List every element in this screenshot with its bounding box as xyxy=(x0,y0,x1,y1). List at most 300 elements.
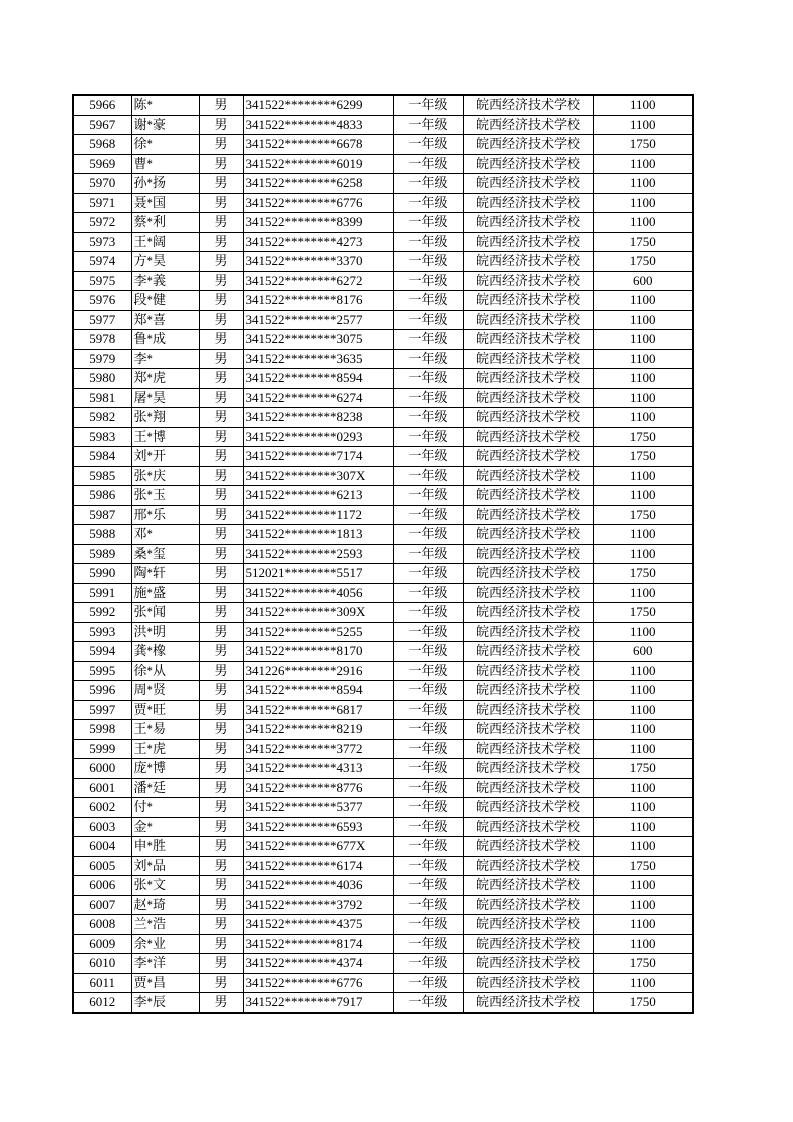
cell-grade: 一年级 xyxy=(393,174,463,194)
cell-grade: 一年级 xyxy=(393,700,463,720)
cell-name: 刘*品 xyxy=(131,856,199,876)
table-row xyxy=(73,525,693,545)
cell-gender: 男 xyxy=(199,856,243,876)
cell-seq: 6006 xyxy=(73,876,131,896)
cell-school: 皖西经济技术学校 xyxy=(463,720,593,740)
cell-id_masked: 341522********677X xyxy=(243,837,393,857)
cell-id_masked: 341522********8399 xyxy=(243,213,393,233)
cell-name: 聂*国 xyxy=(131,193,199,213)
cell-name: 庞*博 xyxy=(131,759,199,779)
cell-school: 皖西经济技术学校 xyxy=(463,154,593,174)
cell-amount: 1750 xyxy=(593,564,693,584)
cell-school: 皖西经济技术学校 xyxy=(463,778,593,798)
cell-seq: 5995 xyxy=(73,661,131,681)
cell-seq: 5980 xyxy=(73,369,131,389)
cell-grade: 一年级 xyxy=(393,505,463,525)
cell-gender: 男 xyxy=(199,252,243,272)
cell-gender: 男 xyxy=(199,427,243,447)
cell-amount: 600 xyxy=(593,642,693,662)
cell-amount: 1100 xyxy=(593,408,693,428)
table-row xyxy=(73,213,693,233)
cell-name: 兰*浩 xyxy=(131,915,199,935)
cell-gender: 男 xyxy=(199,759,243,779)
cell-gender: 男 xyxy=(199,525,243,545)
cell-school: 皖西经济技术学校 xyxy=(463,310,593,330)
cell-id_masked: 341522********0293 xyxy=(243,427,393,447)
cell-seq: 5976 xyxy=(73,291,131,311)
cell-amount: 1100 xyxy=(593,525,693,545)
table-row xyxy=(73,505,693,525)
cell-grade: 一年级 xyxy=(393,681,463,701)
cell-name: 桑*玺 xyxy=(131,544,199,564)
cell-seq: 5973 xyxy=(73,232,131,252)
cell-grade: 一年级 xyxy=(393,661,463,681)
cell-school: 皖西经济技术学校 xyxy=(463,388,593,408)
cell-school: 皖西经济技术学校 xyxy=(463,622,593,642)
cell-name: 李*辰 xyxy=(131,993,199,1013)
cell-id_masked: 341522********8170 xyxy=(243,642,393,662)
cell-grade: 一年级 xyxy=(393,310,463,330)
cell-seq: 5968 xyxy=(73,135,131,155)
cell-grade: 一年级 xyxy=(393,973,463,993)
cell-id_masked: 341522********1172 xyxy=(243,505,393,525)
cell-grade: 一年级 xyxy=(393,603,463,623)
table-row xyxy=(73,154,693,174)
cell-name: 郑*虎 xyxy=(131,369,199,389)
cell-school: 皖西经济技术学校 xyxy=(463,291,593,311)
cell-id_masked: 341522********5255 xyxy=(243,622,393,642)
cell-id_masked: 341522********3772 xyxy=(243,739,393,759)
table-row xyxy=(73,583,693,603)
cell-id_masked: 341522********1813 xyxy=(243,525,393,545)
cell-seq: 5999 xyxy=(73,739,131,759)
cell-name: 张*玉 xyxy=(131,486,199,506)
cell-amount: 1100 xyxy=(593,661,693,681)
table-row xyxy=(73,876,693,896)
cell-id_masked: 512021********5517 xyxy=(243,564,393,584)
cell-id_masked: 341522********4273 xyxy=(243,232,393,252)
cell-seq: 6012 xyxy=(73,993,131,1013)
cell-seq: 5971 xyxy=(73,193,131,213)
table-row xyxy=(73,798,693,818)
cell-gender: 男 xyxy=(199,330,243,350)
cell-grade: 一年级 xyxy=(393,876,463,896)
cell-id_masked: 341522********6213 xyxy=(243,486,393,506)
cell-name: 段*健 xyxy=(131,291,199,311)
cell-grade: 一年级 xyxy=(393,135,463,155)
cell-gender: 男 xyxy=(199,993,243,1013)
cell-school: 皖西经济技术学校 xyxy=(463,583,593,603)
cell-seq: 5994 xyxy=(73,642,131,662)
cell-seq: 6005 xyxy=(73,856,131,876)
cell-gender: 男 xyxy=(199,642,243,662)
cell-amount: 1750 xyxy=(593,505,693,525)
cell-grade: 一年级 xyxy=(393,759,463,779)
table-row xyxy=(73,330,693,350)
cell-seq: 5966 xyxy=(73,95,131,115)
table-row xyxy=(73,954,693,974)
cell-grade: 一年级 xyxy=(393,232,463,252)
cell-gender: 男 xyxy=(199,681,243,701)
cell-gender: 男 xyxy=(199,115,243,135)
cell-gender: 男 xyxy=(199,232,243,252)
cell-amount: 1750 xyxy=(593,232,693,252)
cell-grade: 一年级 xyxy=(393,271,463,291)
table-row xyxy=(73,915,693,935)
cell-grade: 一年级 xyxy=(393,486,463,506)
cell-grade: 一年级 xyxy=(393,408,463,428)
cell-amount: 1100 xyxy=(593,720,693,740)
cell-amount: 1750 xyxy=(593,252,693,272)
cell-gender: 男 xyxy=(199,213,243,233)
cell-name: 郑*喜 xyxy=(131,310,199,330)
cell-seq: 6009 xyxy=(73,934,131,954)
table-row xyxy=(73,622,693,642)
cell-amount: 1100 xyxy=(593,583,693,603)
cell-grade: 一年级 xyxy=(393,213,463,233)
cell-name: 鲁*成 xyxy=(131,330,199,350)
cell-seq: 5978 xyxy=(73,330,131,350)
table-row xyxy=(73,642,693,662)
cell-gender: 男 xyxy=(199,603,243,623)
cell-school: 皖西经济技术学校 xyxy=(463,681,593,701)
cell-seq: 6007 xyxy=(73,895,131,915)
cell-seq: 5977 xyxy=(73,310,131,330)
cell-name: 李*洋 xyxy=(131,954,199,974)
cell-school: 皖西经济技术学校 xyxy=(463,330,593,350)
table-row xyxy=(73,135,693,155)
table-row xyxy=(73,486,693,506)
cell-seq: 6000 xyxy=(73,759,131,779)
cell-name: 王*阔 xyxy=(131,232,199,252)
cell-gender: 男 xyxy=(199,817,243,837)
cell-id_masked: 341522********4375 xyxy=(243,915,393,935)
cell-amount: 1100 xyxy=(593,681,693,701)
cell-grade: 一年级 xyxy=(393,564,463,584)
cell-seq: 5992 xyxy=(73,603,131,623)
cell-amount: 1100 xyxy=(593,915,693,935)
cell-gender: 男 xyxy=(199,564,243,584)
cell-id_masked: 341522********6019 xyxy=(243,154,393,174)
cell-gender: 男 xyxy=(199,486,243,506)
table-row xyxy=(73,349,693,369)
cell-name: 龚*橡 xyxy=(131,642,199,662)
cell-name: 徐* xyxy=(131,135,199,155)
cell-grade: 一年级 xyxy=(393,447,463,467)
cell-name: 张*翔 xyxy=(131,408,199,428)
cell-school: 皖西经济技术学校 xyxy=(463,661,593,681)
cell-school: 皖西经济技术学校 xyxy=(463,603,593,623)
cell-gender: 男 xyxy=(199,700,243,720)
cell-id_masked: 341522********4374 xyxy=(243,954,393,974)
cell-school: 皖西经济技术学校 xyxy=(463,486,593,506)
cell-school: 皖西经济技术学校 xyxy=(463,349,593,369)
cell-gender: 男 xyxy=(199,720,243,740)
cell-school: 皖西经济技术学校 xyxy=(463,876,593,896)
table-row xyxy=(73,993,693,1013)
cell-id_masked: 341522********8594 xyxy=(243,369,393,389)
cell-school: 皖西经济技术学校 xyxy=(463,973,593,993)
cell-gender: 男 xyxy=(199,544,243,564)
cell-seq: 6003 xyxy=(73,817,131,837)
cell-gender: 男 xyxy=(199,135,243,155)
cell-gender: 男 xyxy=(199,174,243,194)
cell-grade: 一年级 xyxy=(393,837,463,857)
cell-school: 皖西经济技术学校 xyxy=(463,174,593,194)
cell-name: 洪*明 xyxy=(131,622,199,642)
cell-school: 皖西经济技术学校 xyxy=(463,252,593,272)
cell-gender: 男 xyxy=(199,778,243,798)
cell-amount: 1100 xyxy=(593,369,693,389)
cell-gender: 男 xyxy=(199,661,243,681)
cell-amount: 1100 xyxy=(593,349,693,369)
cell-grade: 一年级 xyxy=(393,778,463,798)
cell-gender: 男 xyxy=(199,388,243,408)
cell-grade: 一年级 xyxy=(393,388,463,408)
cell-amount: 1100 xyxy=(593,895,693,915)
cell-gender: 男 xyxy=(199,934,243,954)
cell-amount: 1750 xyxy=(593,993,693,1013)
cell-name: 陶*轩 xyxy=(131,564,199,584)
table-row xyxy=(73,564,693,584)
table-row xyxy=(73,759,693,779)
cell-amount: 1100 xyxy=(593,700,693,720)
table-row xyxy=(73,427,693,447)
cell-grade: 一年级 xyxy=(393,720,463,740)
cell-name: 张*文 xyxy=(131,876,199,896)
cell-name: 李*義 xyxy=(131,271,199,291)
cell-id_masked: 341522********4036 xyxy=(243,876,393,896)
cell-id_masked: 341522********6817 xyxy=(243,700,393,720)
cell-name: 王*虎 xyxy=(131,739,199,759)
cell-school: 皖西经济技术学校 xyxy=(463,544,593,564)
cell-name: 孙*扬 xyxy=(131,174,199,194)
cell-amount: 1750 xyxy=(593,759,693,779)
cell-id_masked: 341522********4833 xyxy=(243,115,393,135)
table-row xyxy=(73,408,693,428)
cell-seq: 5969 xyxy=(73,154,131,174)
cell-name: 王*易 xyxy=(131,720,199,740)
cell-amount: 1100 xyxy=(593,193,693,213)
cell-school: 皖西经济技术学校 xyxy=(463,993,593,1013)
cell-amount: 1100 xyxy=(593,213,693,233)
cell-id_masked: 341522********6299 xyxy=(243,95,393,115)
cell-id_masked: 341522********8776 xyxy=(243,778,393,798)
cell-grade: 一年级 xyxy=(393,642,463,662)
cell-amount: 1750 xyxy=(593,856,693,876)
cell-grade: 一年级 xyxy=(393,993,463,1013)
cell-grade: 一年级 xyxy=(393,115,463,135)
cell-amount: 1100 xyxy=(593,876,693,896)
table-row xyxy=(73,388,693,408)
cell-id_masked: 341522********8219 xyxy=(243,720,393,740)
cell-gender: 男 xyxy=(199,837,243,857)
cell-amount: 1100 xyxy=(593,798,693,818)
cell-id_masked: 341522********6274 xyxy=(243,388,393,408)
cell-school: 皖西经济技术学校 xyxy=(463,232,593,252)
cell-name: 屠*昊 xyxy=(131,388,199,408)
cell-amount: 1750 xyxy=(593,447,693,467)
cell-school: 皖西经济技术学校 xyxy=(463,271,593,291)
cell-id_masked: 341522********6593 xyxy=(243,817,393,837)
cell-grade: 一年级 xyxy=(393,95,463,115)
cell-grade: 一年级 xyxy=(393,525,463,545)
cell-school: 皖西经济技术学校 xyxy=(463,193,593,213)
cell-seq: 6010 xyxy=(73,954,131,974)
cell-seq: 5993 xyxy=(73,622,131,642)
cell-amount: 1100 xyxy=(593,174,693,194)
cell-name: 付* xyxy=(131,798,199,818)
table-row xyxy=(73,252,693,272)
cell-amount: 1100 xyxy=(593,934,693,954)
cell-grade: 一年级 xyxy=(393,466,463,486)
cell-name: 施*盛 xyxy=(131,583,199,603)
cell-amount: 1750 xyxy=(593,135,693,155)
cell-seq: 5979 xyxy=(73,349,131,369)
cell-school: 皖西经济技术学校 xyxy=(463,895,593,915)
cell-id_masked: 341522********2593 xyxy=(243,544,393,564)
table-row xyxy=(73,174,693,194)
table-row xyxy=(73,95,693,115)
cell-school: 皖西经济技术学校 xyxy=(463,447,593,467)
cell-seq: 5982 xyxy=(73,408,131,428)
table-row xyxy=(73,232,693,252)
cell-id_masked: 341522********7917 xyxy=(243,993,393,1013)
cell-grade: 一年级 xyxy=(393,798,463,818)
cell-name: 邢*乐 xyxy=(131,505,199,525)
cell-amount: 1100 xyxy=(593,330,693,350)
table-row xyxy=(73,291,693,311)
table-row xyxy=(73,895,693,915)
cell-id_masked: 341522********6272 xyxy=(243,271,393,291)
cell-id_masked: 341522********8176 xyxy=(243,291,393,311)
cell-id_masked: 341522********8174 xyxy=(243,934,393,954)
cell-school: 皖西经济技术学校 xyxy=(463,954,593,974)
cell-id_masked: 341522********6174 xyxy=(243,856,393,876)
cell-id_masked: 341522********3075 xyxy=(243,330,393,350)
table-row xyxy=(73,193,693,213)
cell-grade: 一年级 xyxy=(393,291,463,311)
cell-seq: 5996 xyxy=(73,681,131,701)
cell-seq: 5991 xyxy=(73,583,131,603)
cell-name: 金* xyxy=(131,817,199,837)
table-row xyxy=(73,369,693,389)
cell-seq: 5989 xyxy=(73,544,131,564)
cell-amount: 1100 xyxy=(593,466,693,486)
cell-grade: 一年级 xyxy=(393,817,463,837)
cell-amount: 1100 xyxy=(593,486,693,506)
cell-amount: 1100 xyxy=(593,154,693,174)
cell-name: 余*业 xyxy=(131,934,199,954)
cell-name: 方*昊 xyxy=(131,252,199,272)
cell-school: 皖西经济技术学校 xyxy=(463,135,593,155)
cell-gender: 男 xyxy=(199,310,243,330)
table-row xyxy=(73,700,693,720)
cell-school: 皖西经济技术学校 xyxy=(463,700,593,720)
table-row xyxy=(73,973,693,993)
cell-grade: 一年级 xyxy=(393,915,463,935)
cell-seq: 5983 xyxy=(73,427,131,447)
table-body xyxy=(73,95,693,1013)
cell-amount: 1100 xyxy=(593,544,693,564)
cell-name: 贾*昌 xyxy=(131,973,199,993)
cell-grade: 一年级 xyxy=(393,252,463,272)
cell-gender: 男 xyxy=(199,193,243,213)
cell-seq: 5985 xyxy=(73,466,131,486)
cell-seq: 5997 xyxy=(73,700,131,720)
cell-id_masked: 341522********3635 xyxy=(243,349,393,369)
cell-amount: 1100 xyxy=(593,778,693,798)
table-row xyxy=(73,681,693,701)
cell-school: 皖西经济技术学校 xyxy=(463,408,593,428)
cell-grade: 一年级 xyxy=(393,369,463,389)
cell-name: 张*庆 xyxy=(131,466,199,486)
cell-gender: 男 xyxy=(199,739,243,759)
cell-grade: 一年级 xyxy=(393,895,463,915)
cell-school: 皖西经济技术学校 xyxy=(463,915,593,935)
cell-school: 皖西经济技术学校 xyxy=(463,369,593,389)
cell-amount: 1100 xyxy=(593,95,693,115)
cell-gender: 男 xyxy=(199,954,243,974)
cell-amount: 1750 xyxy=(593,603,693,623)
table-row xyxy=(73,837,693,857)
cell-name: 赵*琦 xyxy=(131,895,199,915)
cell-id_masked: 341522********3792 xyxy=(243,895,393,915)
cell-id_masked: 341522********309X xyxy=(243,603,393,623)
cell-school: 皖西经济技术学校 xyxy=(463,739,593,759)
cell-id_masked: 341522********3370 xyxy=(243,252,393,272)
table-row xyxy=(73,856,693,876)
cell-seq: 5970 xyxy=(73,174,131,194)
cell-name: 刘*开 xyxy=(131,447,199,467)
cell-grade: 一年级 xyxy=(393,427,463,447)
cell-id_masked: 341522********8238 xyxy=(243,408,393,428)
cell-gender: 男 xyxy=(199,583,243,603)
cell-gender: 男 xyxy=(199,291,243,311)
cell-amount: 1750 xyxy=(593,954,693,974)
cell-school: 皖西经济技术学校 xyxy=(463,505,593,525)
cell-amount: 1100 xyxy=(593,973,693,993)
cell-grade: 一年级 xyxy=(393,934,463,954)
cell-gender: 男 xyxy=(199,973,243,993)
cell-gender: 男 xyxy=(199,895,243,915)
cell-amount: 1100 xyxy=(593,817,693,837)
cell-name: 谢*豪 xyxy=(131,115,199,135)
cell-seq: 5990 xyxy=(73,564,131,584)
cell-gender: 男 xyxy=(199,408,243,428)
cell-id_masked: 341522********6258 xyxy=(243,174,393,194)
cell-name: 邓* xyxy=(131,525,199,545)
cell-seq: 6002 xyxy=(73,798,131,818)
cell-seq: 5981 xyxy=(73,388,131,408)
cell-gender: 男 xyxy=(199,505,243,525)
cell-amount: 1750 xyxy=(593,427,693,447)
table-row xyxy=(73,310,693,330)
cell-id_masked: 341522********307X xyxy=(243,466,393,486)
cell-amount: 1100 xyxy=(593,739,693,759)
cell-gender: 男 xyxy=(199,271,243,291)
cell-seq: 5986 xyxy=(73,486,131,506)
cell-gender: 男 xyxy=(199,876,243,896)
cell-gender: 男 xyxy=(199,154,243,174)
cell-grade: 一年级 xyxy=(393,544,463,564)
cell-seq: 5975 xyxy=(73,271,131,291)
cell-amount: 1100 xyxy=(593,837,693,857)
cell-id_masked: 341522********2577 xyxy=(243,310,393,330)
cell-amount: 1100 xyxy=(593,622,693,642)
cell-school: 皖西经济技术学校 xyxy=(463,564,593,584)
cell-gender: 男 xyxy=(199,466,243,486)
